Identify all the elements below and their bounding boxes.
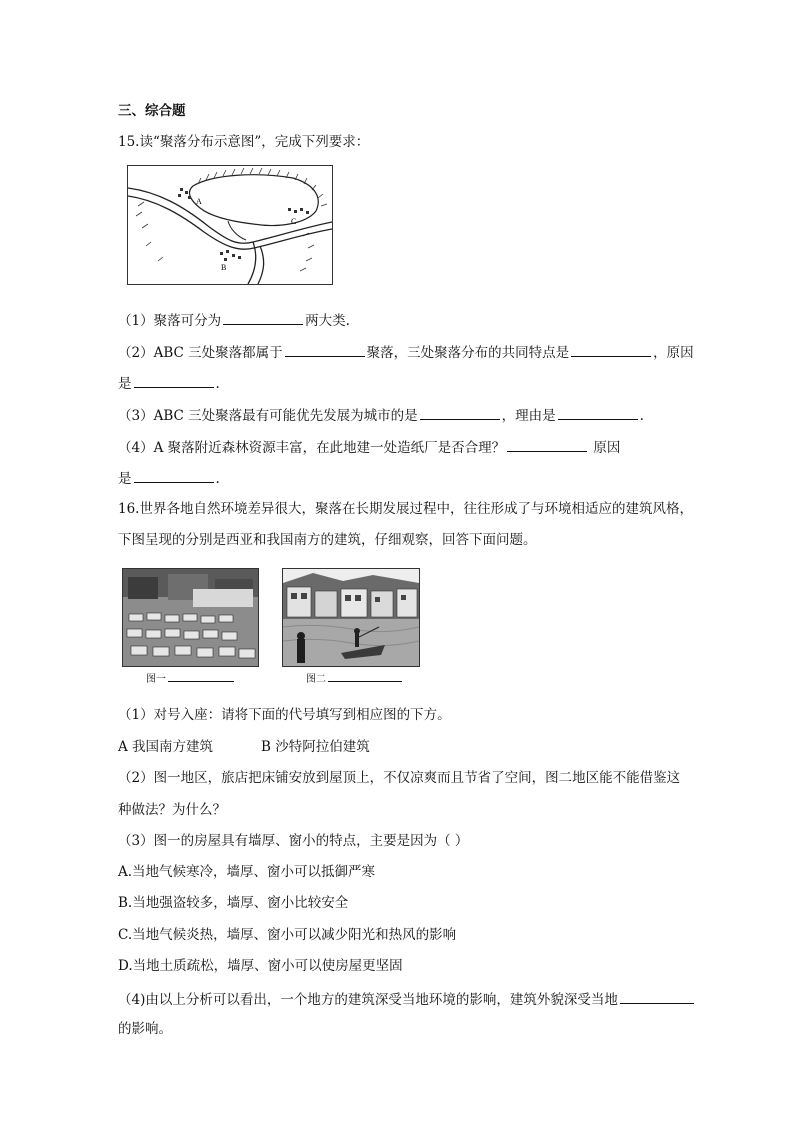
map-label-b: B: [221, 263, 227, 272]
figure-one-caption: [146, 671, 236, 686]
q15-part2: [118, 341, 694, 363]
q15-part2-text: （2）ABC 三处聚落都属于: [118, 345, 283, 361]
q15-part2-tail: ，原因: [653, 345, 694, 361]
q15-part2-cont-tail: .: [215, 376, 220, 392]
q15-part4-cont-text: 是: [118, 471, 132, 487]
answer-blank[interactable]: [507, 436, 587, 452]
q15-part4: [118, 436, 620, 458]
q15-stem: 15.读“聚落分布示意图”，完成下列要求：: [118, 134, 370, 150]
map-label-a: A: [196, 197, 202, 206]
answer-blank[interactable]: [420, 404, 500, 420]
q16-part4-text: （4)由以上分析可以看出，一个地方的建筑深受当地环境的影响，建筑外貌深受当地: [118, 992, 618, 1008]
answer-blank[interactable]: [134, 372, 214, 388]
q16-part4-line2: 的影响。: [118, 1021, 172, 1037]
q15-part4-text: （4）A 聚落附近森林资源丰富，在此地建一处造纸厂是否合理？: [118, 440, 506, 456]
water-town-image: [283, 569, 419, 666]
answer-blank[interactable]: [620, 988, 694, 1004]
q15-part4-cont-tail: .: [215, 471, 220, 487]
q16-choice-a: A.当地气候寒冷，墙厚、窗小可以抵御严寒: [118, 864, 376, 880]
q16-choice-d: D.当地土质疏松，墙厚、窗小可以使房屋更坚固: [118, 958, 403, 974]
figure-one-label: 图一: [146, 674, 166, 685]
q15-part2-cont-text: 是: [118, 376, 132, 392]
answer-blank[interactable]: [168, 671, 234, 682]
q16-choice-b: B.当地强盗较多，墙厚、窗小比较安全: [118, 895, 349, 911]
rooftop-beds-image: [123, 569, 258, 666]
q15-part1-tail: 两大类.: [305, 313, 350, 329]
q15-part4-cont: [118, 467, 220, 489]
q15-part2-mid: 聚落，三处聚落分布的共同特点是: [366, 345, 570, 361]
q16-part2-line2: 种做法？为什么？: [118, 802, 226, 818]
figure-two-photo: [282, 568, 420, 667]
map-label-c: C: [291, 217, 297, 226]
q15-part1-text: （1）聚落可分为: [118, 313, 222, 329]
q15-part3: [118, 404, 644, 426]
answer-blank[interactable]: [285, 341, 365, 357]
q15-part3-mid: ，理由是: [501, 408, 556, 424]
section-title: 三、综合题: [118, 103, 186, 119]
q16-options: [118, 737, 370, 757]
settlement-map-drawing: [128, 166, 332, 284]
settlement-map-figure: [127, 165, 333, 285]
answer-blank[interactable]: [571, 341, 651, 357]
q16-part3: （3）图一的房屋具有墙厚、窗小的特点，主要是因为（ ）: [118, 833, 469, 849]
q15-part3-text: （3）ABC 三处聚落最有可能优先发展为城市的是: [118, 408, 418, 424]
q16-part4-line1: [118, 988, 696, 1010]
figure-two-caption: [306, 671, 404, 686]
figure-one-photo: [122, 568, 259, 667]
q15-part3-tail: .: [639, 408, 644, 424]
answer-blank[interactable]: [134, 467, 214, 483]
answer-blank[interactable]: [558, 404, 638, 420]
q16-choice-c: C.当地气候炎热，墙厚、窗小可以减少阳光和热风的影响: [118, 927, 457, 943]
q15-part4-tail: 原因: [589, 440, 621, 456]
q16-stem-line2: 下图呈现的分别是西亚和我国南方的建筑，仔细观察，回答下面问题。: [118, 532, 537, 548]
figure-two-label: 图二: [306, 674, 326, 685]
q15-part1: [118, 309, 350, 331]
q16-part2-line1: （2）图一地区，旅店把床铺安放到屋顶上，不仅凉爽而且节省了空间，图二地区能不能借鉴这: [118, 770, 681, 786]
q15-part2-cont: [118, 372, 220, 394]
q16-stem-line1: 16.世界各地自然环境差异很大，聚落在长期发展过程中，往往形成了与环境相适应的建筑风格，: [118, 501, 693, 517]
option-a: A 我国南方建筑: [118, 739, 214, 755]
q16-part1: （1）对号入座：请将下面的代号填写到相应图的下方。: [118, 707, 451, 723]
option-b: B 沙特阿拉伯建筑: [261, 739, 370, 755]
answer-blank[interactable]: [328, 671, 402, 682]
answer-blank[interactable]: [223, 309, 303, 325]
